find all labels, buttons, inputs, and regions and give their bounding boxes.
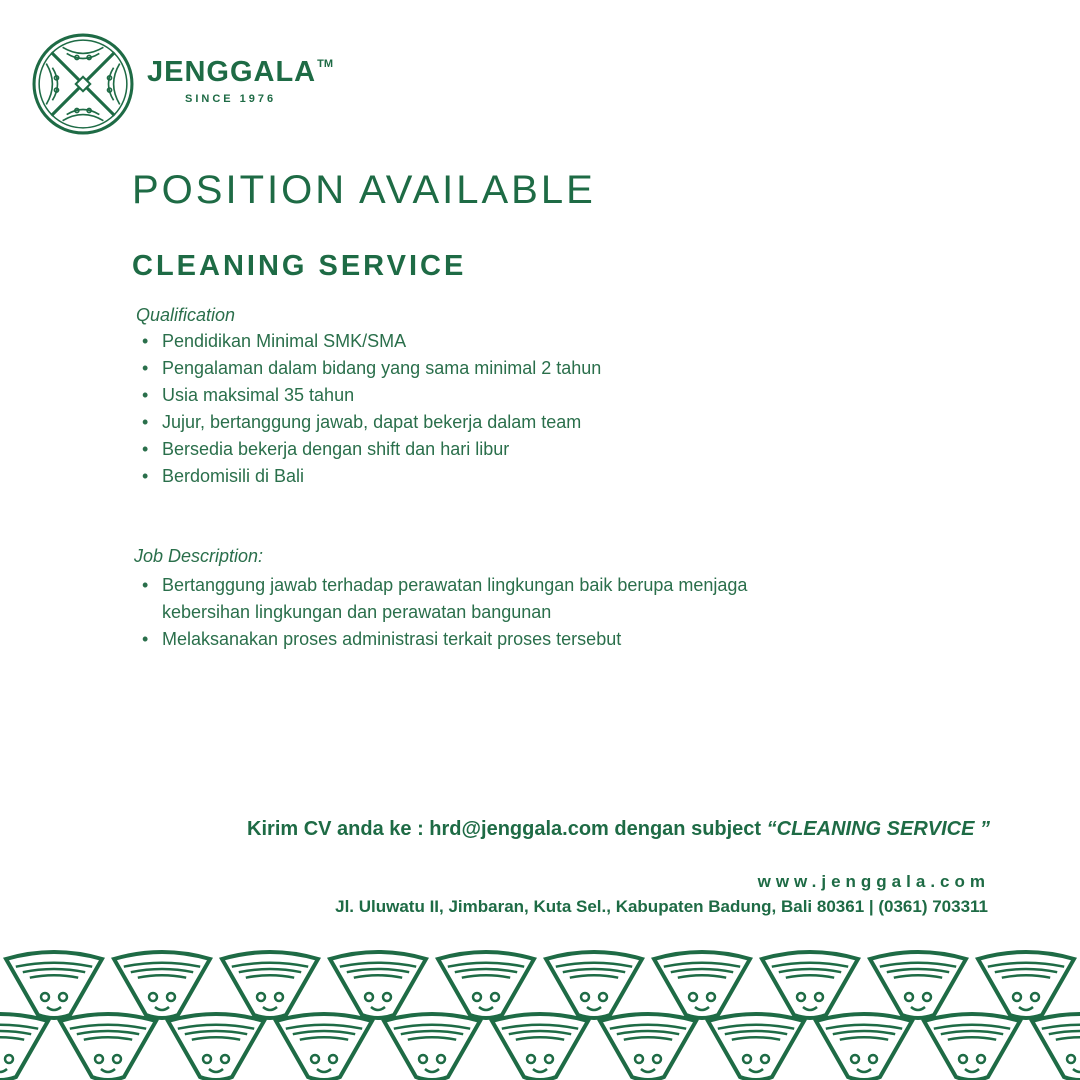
fan-motif bbox=[1032, 1014, 1080, 1080]
fan-motif bbox=[276, 1014, 372, 1080]
fan-motif bbox=[492, 1014, 588, 1080]
brand-since: SINCE 1976 bbox=[185, 93, 277, 105]
fan-motif bbox=[384, 1014, 480, 1080]
fan-motif bbox=[6, 952, 102, 1018]
job-description-list bbox=[142, 572, 802, 653]
fan-motif bbox=[978, 952, 1074, 1018]
fan-motif bbox=[816, 1014, 912, 1080]
qualification-label: Qualification bbox=[136, 305, 236, 325]
list-item: • Berdomisili di Bali bbox=[142, 463, 842, 490]
list-item: • Pendidikan Minimal SMK/SMA bbox=[142, 328, 842, 355]
list-item: • Jujur, bertanggung jawab, dapat bekerja dalam team bbox=[142, 409, 842, 436]
fan-motif bbox=[168, 1014, 264, 1080]
fan-motif bbox=[708, 1014, 804, 1080]
list-item: • Bertanggung jawab terhadap perawatan lingkungan baik berupa menjaga kebersihan lingkungan dan perawatan bangunan bbox=[142, 572, 802, 626]
fan-motif bbox=[762, 952, 858, 1018]
list-item: • Bersedia bekerja dengan shift dan hari libur bbox=[142, 436, 842, 463]
brand-name: JENGGALA™ bbox=[147, 56, 334, 88]
apply-instructions: Kirim CV anda ke : hrd@jenggala.com dengan subject “CLEANING SERVICE ” bbox=[247, 818, 990, 840]
fan-motif bbox=[114, 952, 210, 1018]
jenggala-logo bbox=[32, 33, 134, 135]
fan-motif bbox=[0, 1014, 48, 1080]
list-item: • Usia maksimal 35 tahun bbox=[142, 382, 842, 409]
decorative-fan-pattern bbox=[0, 945, 1080, 1080]
fan-motif bbox=[924, 1014, 1020, 1080]
fan-motif bbox=[330, 952, 426, 1018]
trademark-mark: TM bbox=[317, 58, 334, 70]
fan-motif bbox=[222, 952, 318, 1018]
website-link[interactable]: www.jenggala.com bbox=[757, 872, 990, 891]
position-title: CLEANING SERVICE bbox=[132, 250, 467, 282]
company-address: Jl. Uluwatu II, Jimbaran, Kuta Sel., Kabupaten Badung, Bali 80361 | (0361) 703311 bbox=[335, 897, 988, 916]
fan-motif bbox=[438, 952, 534, 1018]
qualification-list bbox=[142, 328, 842, 490]
job-description-label: Job Description: bbox=[134, 546, 264, 566]
page-heading: POSITION AVAILABLE bbox=[132, 168, 596, 212]
fan-motif bbox=[654, 952, 750, 1018]
fan-motif bbox=[60, 1014, 156, 1080]
email-subject: “CLEANING SERVICE ” bbox=[766, 818, 990, 840]
fan-motif bbox=[600, 1014, 696, 1080]
fan-motif bbox=[546, 952, 642, 1018]
fan-motif bbox=[870, 952, 966, 1018]
list-item: • Pengalaman dalam bidang yang sama minimal 2 tahun bbox=[142, 355, 842, 382]
list-item: • Melaksanakan proses administrasi terkait proses tersebut bbox=[142, 626, 802, 653]
